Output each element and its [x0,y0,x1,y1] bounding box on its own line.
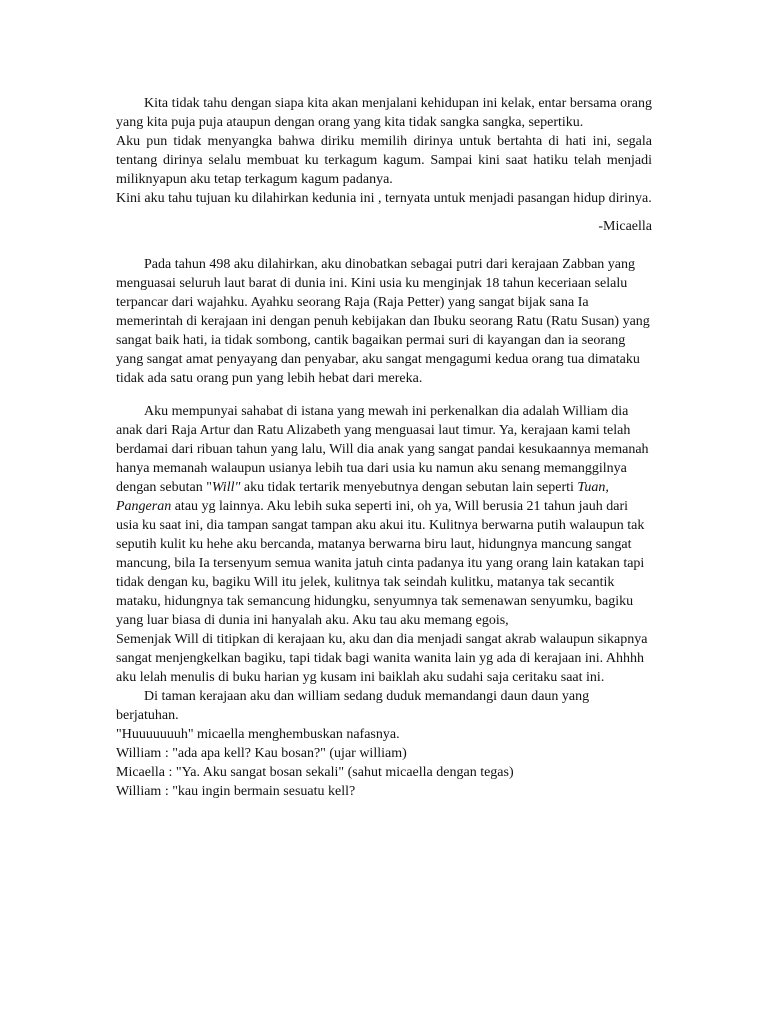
prologue-line-3: Kini aku tahu tujuan ku dilahirkan kedunia ini , ternyata untuk menjadi pasangan hidup dirinya. [116,191,652,206]
document-page [116,94,652,801]
story-paragraph-2 [116,402,652,630]
story-paragraph-2-part1: Aku mempunyai sahabat di istana yang mewah ini perkenalkan dia adalah William dia anak dari Raja Artur dan Ratu Alizabeth yang menguasai laut timur. Ya, kerajaan kami telah berdamai dari ribuan tahun yang lalu, Will dia anak yang sangat pandai kesukaannya memanah hanya memanah walaupun usianya lebih tua dari usia ku namun aku senang memanggilnya dengan sebutan " [116,404,649,495]
will-nickname: Will" [211,480,241,495]
paragraph-gap [116,236,652,255]
paragraph-gap [116,388,652,402]
story-paragraph-2-part2: aku tidak tertarik menyebutnya dengan sebutan lain seperti [240,480,578,495]
prologue-line-1: Kita tidak tahu dengan siapa kita akan menjalani kehidupan ini kelak, entar bersama orang yang kita puja puja ataupun dengan orang yang kita tidak sangka sangka, sepertiku. [116,96,652,130]
story-paragraph-1: Pada tahun 498 aku dilahirkan, aku dinobatkan sebagai putri dari kerajaan Zabban yang menguasai seluruh laut barat di dunia ini. Kini usia ku menginjak 18 tahun keceriaan selalu terpancar dari wajahku. Ayahku seorang Raja (Raja Petter) yang sangat bijak sana Ia memerintah di kerajaan ini dengan penuh kebijakan dan Ibuku seorang Ratu (Ratu Susan) yang sangat baik hati, ia tidak sombong, cantik bagaikan permai suri di kayangan dan ia seorang yang sangat amat penyayang dan penyabar, aku sangat mengagumi kedua orang tua dimataku tidak ada satu orang pun yang lebih hebat dari mereka. [116,257,650,386]
dialogue-line: William : "ada apa kell? Kau bosan?" (ujar william) [116,746,407,761]
story-paragraph-4: Di taman kerajaan aku dan william sedang duduk memandangi daun daun yang berjatuhan. [116,689,590,723]
dialogue-line: "Huuuuuuuh" micaella menghembuskan nafasnya. [116,727,400,742]
title-examples: Tuan, Pangeran [116,480,609,514]
story-paragraph-2-part3: atau yg lainnya. Aku lebih suka seperti ini, oh ya, Will berusia 21 tahun jauh dari usia ku saat ini, dia tampan sangat tampan aku akui itu. Kulitnya berwarna putih walaupun tak seputih kulit ku hehe aku bercanda, matanya berwarna biru laut, hidungnya mancung sangat mancung, bila Ia tersenyum semua wanita jatuh cinta padanya itu yang orang lain katakan tapi tidak dengan ku, bagiku Will itu jelek, kulitnya tak seindah kulitku, matanya tak secantik mataku, hidungnya tak semancung hidungku, senyumnya tak semenawan senyumku, bagiku yang luar biasa di dunia ini hanyalah aku. Aku tau aku memang egois, [116,499,645,628]
dialogue-line: William : "kau ingin bermain sesuatu kell? [116,784,356,799]
dialogue-line: Micaella : "Ya. Aku sangat bosan sekali" (sahut micaella dengan tegas) [116,765,514,780]
signature: -Micaella [598,219,652,234]
story-paragraph-3: Semenjak Will di titipkan di kerajaan ku, aku dan dia menjadi sangat akrab walaupun sikapnya sangat menjengkelkan bagiku, tapi tidak bagi wanita wanita lain yg ada di kerajaan ini. Ahhhh aku lelah menulis di buku harian yg kusam ini baiklah aku sudahi saja ceritaku saat ini. [116,632,648,685]
prologue-line-2: Aku pun tidak menyangka bahwa diriku memilih dirinya untuk bertahta di hati ini, segala tentang dirinya selalu membuat ku terkagum kagum. Sampai kini saat hatiku telah menjadi miliknyapun aku tetap terkagum kagum padanya. [116,134,652,187]
